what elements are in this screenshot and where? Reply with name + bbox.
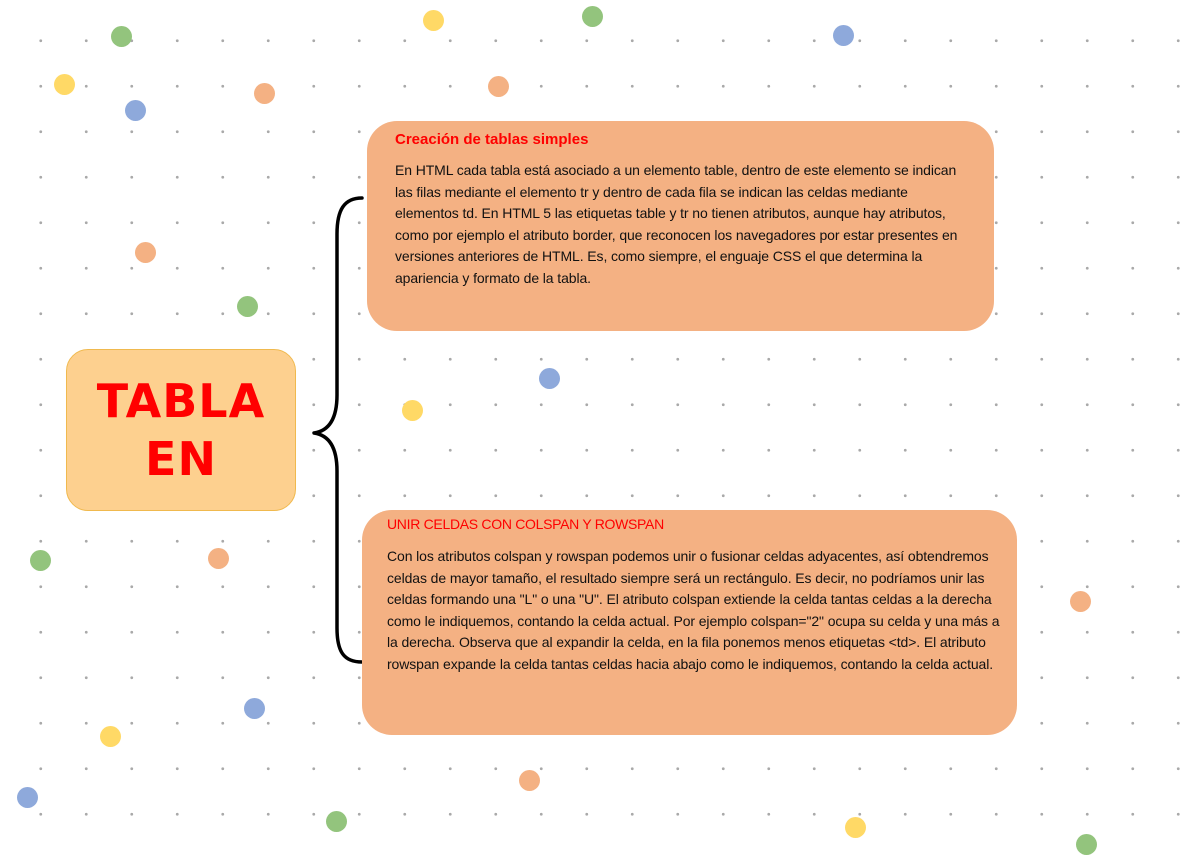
decor-dot — [54, 74, 75, 95]
decor-dot — [423, 10, 444, 31]
branch-node-colspan-rowspan[interactable] — [362, 510, 1017, 735]
decor-dot — [845, 817, 866, 838]
decor-dot — [30, 550, 51, 571]
central-topic-title: TABLA EN — [96, 374, 266, 486]
decor-dot — [1070, 591, 1091, 612]
branch-description: En HTML cada tabla está asociado a un elemento table, dentro de este elemento se indican las filas mediante el elemento tr y dentro de cada fila se indican las celdas mediante elementos td. En HTML 5 las etiquetas table y tr no tienen atributos, aunque hay atributos, como por ejemplo el atributo border, que reconocen los navegadores por estar presentes en versiones anteriores de HTML. Es, como siempre, el enguaje CSS el que determina la apariencia y formato de la tabla. — [395, 162, 958, 286]
decor-dot — [402, 400, 423, 421]
decor-dot — [254, 83, 275, 104]
decor-dot — [833, 25, 854, 46]
decor-dot — [125, 100, 146, 121]
decor-dot — [244, 698, 265, 719]
decor-dot — [519, 770, 540, 791]
branch-title: Creación de tablas simples — [395, 131, 589, 148]
branch-title: UNIR CELDAS CON COLSPAN Y ROWSPAN — [387, 516, 664, 532]
decor-dot — [539, 368, 560, 389]
decor-dot — [17, 787, 38, 808]
central-topic[interactable] — [66, 349, 296, 511]
branch-description: Con los atributos colspan y rowspan podemos unir o fusionar celdas adyacentes, así obtendremos celdas de mayor tamaño, el resultado siempre será un rectángulo. Es decir, no podríamos unir las celdas formando una "L" o una "U". El atributo colspan extiende la celda tantas celdas a la derecha como le indiquemos, contando la celda actual. Por ejemplo colspan="2" ocupa su celda y una más a la derecha. Observa que al expandir la celda, en la fila ponemos menos etiquetas <td>. El atributo rowspan expande la celda tantas celdas hacia abajo como le indiquemos, contando la celda actual. — [387, 548, 1000, 672]
decor-dot — [326, 811, 347, 832]
decor-dot — [237, 296, 258, 317]
decor-dot — [1076, 834, 1097, 855]
decor-dot — [488, 76, 509, 97]
decor-dot — [208, 548, 229, 569]
branch-node-simple-tables[interactable] — [367, 121, 994, 331]
decor-dot — [135, 242, 156, 263]
decor-dot — [111, 26, 132, 47]
decor-dot — [582, 6, 603, 27]
decor-dot — [100, 726, 121, 747]
